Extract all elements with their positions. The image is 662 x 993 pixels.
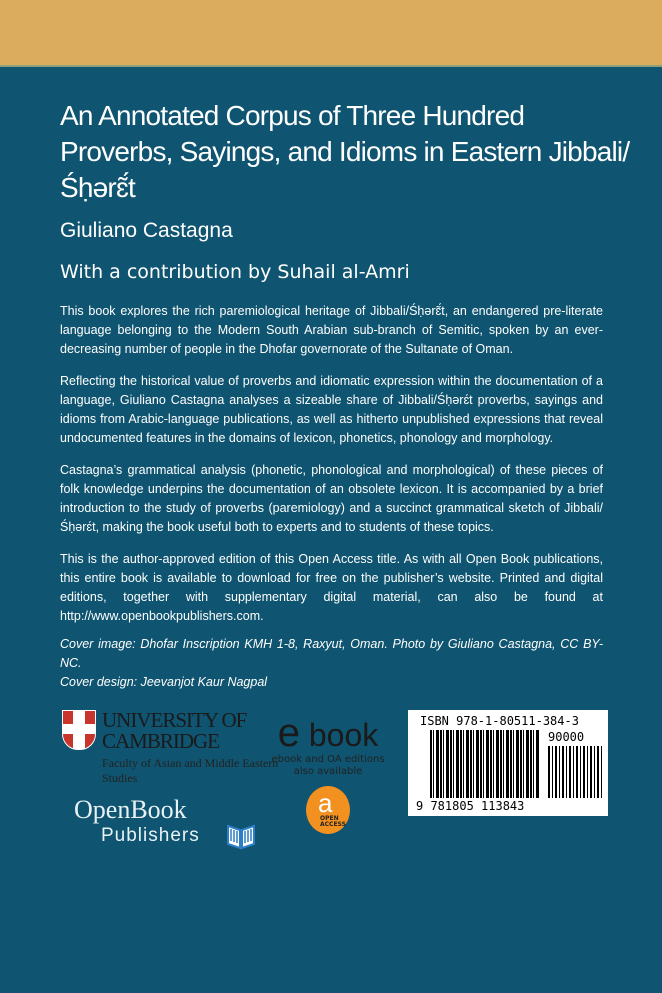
cambridge-name: UNIVERSITY OF CAMBRIDGE bbox=[102, 708, 247, 753]
oa-label: OPEN ACCESS bbox=[320, 815, 346, 828]
isbn-label: ISBN 978-1-80511-384-3 bbox=[420, 714, 579, 728]
cover-design-credit: Cover design: Jeevanjot Kaur Nagpal bbox=[60, 675, 268, 689]
ebook-word: book bbox=[308, 717, 379, 753]
blurb bbox=[60, 302, 603, 692]
openbook-logo bbox=[74, 796, 274, 856]
paragraph: This book explores the rich paremiological heritage of Jibbali/Śḥərɛ̃́t, an endangered pre-literate language belonging to the Modern South Arabian sub-branch of Semitic, spoken by an ever-decreasing number of people in the Dhofar governorate of the Sultanate of Oman. bbox=[60, 304, 603, 356]
isbn-number: 9 781805 113843 bbox=[416, 799, 525, 813]
addon-bars bbox=[548, 746, 602, 798]
barcode-box bbox=[408, 710, 608, 816]
cambridge-shield-icon bbox=[62, 710, 96, 750]
paragraph: Reflecting the historical value of proverbs and idiomatic expression within the documentation of a language, Giuliano Castagna analyses a sizeable share of Jibbali/Śḥərɛ́t proverbs, sayings and idioms from Arabic-language publications, as well as hitherto unpublished expressions that reveal undocumented features in the domains of lexicon, phonetics, phonology and morphology. bbox=[60, 374, 603, 445]
barcode-bars bbox=[430, 730, 540, 798]
contribution: With a contribution by Suhail al-Amri bbox=[60, 261, 410, 283]
book-title: An Annotated Corpus of Three Hundred Proverbs, Sayings, and Idioms in Eastern Jibbali/Śḥərɛ̃́t bbox=[60, 100, 630, 203]
isbn-addon: 90000 bbox=[548, 730, 585, 744]
paragraph: Castagna’s grammatical analysis (phonetic, phonological and morphological) of these pieces of folk knowledge underpins the documentation of an obsolete lexicon. It is accompanied by a brief introduction to the study of proverbs (paremiology) and a succinct grammatical sketch of Jibbali/Śḥərɛ́t, making the book useful both to experts and to students of these topics. bbox=[60, 463, 603, 534]
ebook-logo bbox=[268, 711, 388, 834]
cambridge-faculty: Faculty of Asian and Middle Eastern Studies bbox=[102, 756, 279, 785]
obp-line1: OpenBook bbox=[74, 795, 187, 824]
cover-image-credit: Cover image: Dhofar Inscription KMH 1-8, Raxyut, Oman. Photo by Giuliano Castagna, CC BY-NC. bbox=[60, 637, 603, 670]
ebook-subtitle: ebook and OA editions also available bbox=[271, 754, 385, 777]
ebook-e: e bbox=[277, 711, 300, 755]
obp-line2: Publishers bbox=[101, 825, 200, 846]
author: Giuliano Castagna bbox=[60, 219, 233, 242]
cambridge-logo bbox=[62, 710, 302, 786]
logos-area bbox=[0, 710, 662, 860]
open-book-icon bbox=[226, 820, 256, 850]
open-access-notice: This is the author-approved edition of this Open Access title. As with all Open Book publications, this entire book is available to download for free on the publisher’s website. Printed and digital editions, together with supplementary digital material, can also be found at http://www.openbookpublishers.com. bbox=[60, 552, 603, 623]
open-access-icon: a OPEN ACCESS bbox=[306, 786, 350, 834]
